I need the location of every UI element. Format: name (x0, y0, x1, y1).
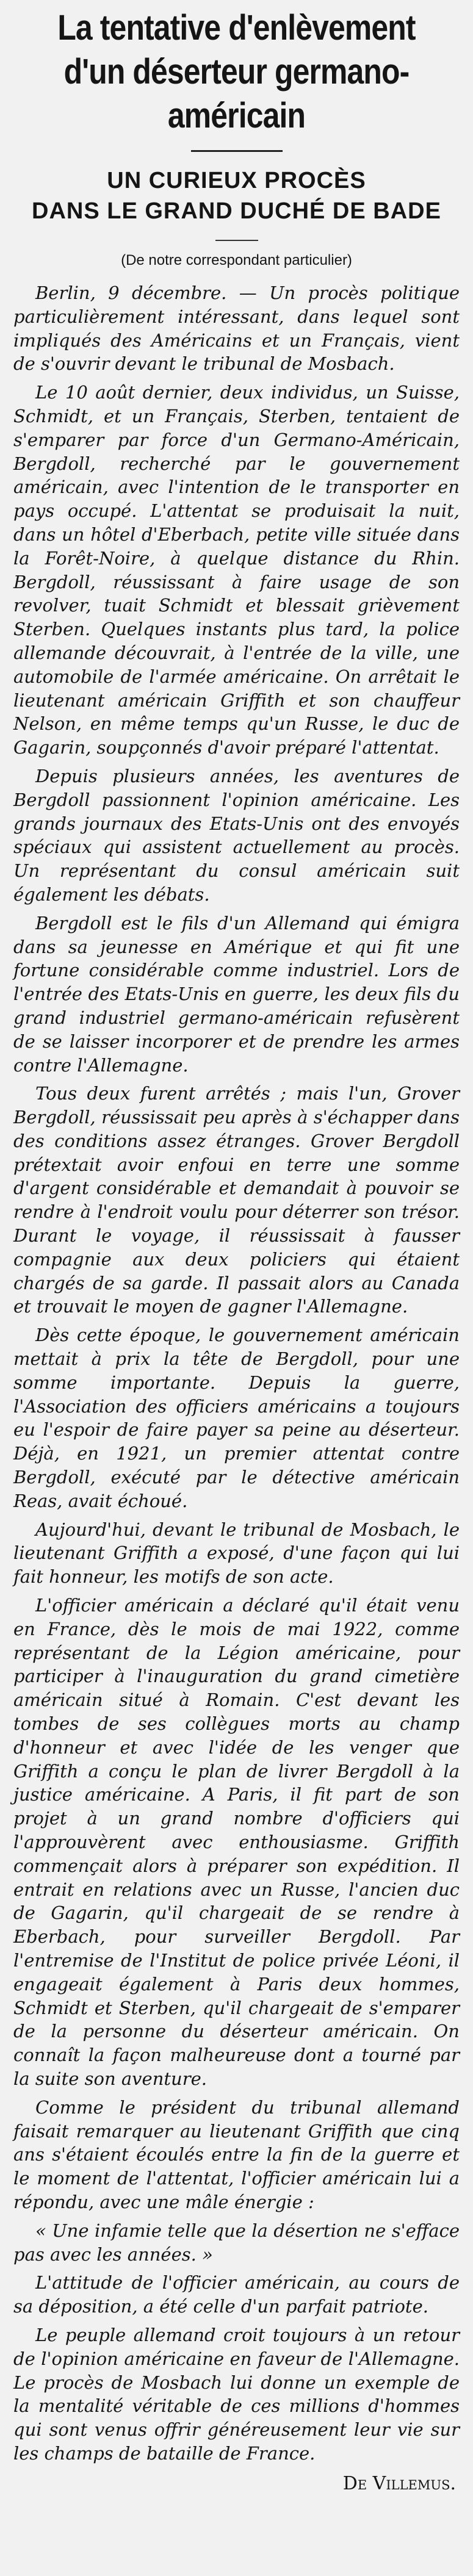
subhead-divider (215, 240, 258, 241)
article-paragraph: Berlin, 9 décembre. — Un procès politique particulièrement intéressant, dans lequel sont impliqués des Américains et un Français, vient de s'ouvrir devant le tribunal de Mosbach. (13, 282, 460, 375)
subheadline-line-1: UN CURIEUX PROCÈS (107, 168, 366, 193)
headline (45, 6, 428, 138)
headline-divider (191, 150, 283, 152)
article-paragraph: L'officier américain a déclaré qu'il était venu en France, dès le mois de mai 1922, comme représentant de la Légion américaine, pour participer à l'inauguration du grand cimetière américain situé à Romain. C'est devant les tombes de ses collègues morts au champ d'honneur et avec l'idée de les venger que Griffith a conçu le plan de livrer Bergdoll à la justice américaine. A Paris, il fit part de son projet à un grand nombre d'officiers qui l'approuvèrent avec enthousiasme. Griffith commençait alors à préparer son expédition. Il entrait en relations avec un Russe, l'ancien duc de Gagarin, qu'il chargeait de se rendre à Eberbach, pour surveiller Bergdoll. Par l'entremise de l'Institut de police privée Léoni, il engageait également à Paris deux hommes, Schmidt et Sterben, qu'il chargeait de s'emparer de la personne du déserteur américain. On connaît la façon malheureuse dont a tourné par la suite son aventure. (13, 1595, 460, 2089)
article-paragraph: Le 10 août dernier, deux individus, un Suisse, Schmidt, et un Français, Sterben, tentaient de s'emparer par force d'un Germano-Américain, Bergdoll, recherché par le gouvernement américain, avec l'intention de le transporter en pays occupé. L'attentat se produisait la nuit, dans un hôtel d'Eberbach, petite ville située dans la Forêt-Noire, à quelque distance du Rhin. Bergdoll, réussissant à faire usage de son revolver, tuait Schmidt et blessait grièvement Sterben. Quelques instants plus tard, la police allemande découvrait, à l'entrée de la ville, une automobile de l'armée américaine. On arrêtait le lieutenant américain Griffith et son chauffeur Nelson, en même temps qu'un Russe, le duc de Gagarin, soupçonnés d'avoir préparé l'attentat. (13, 382, 460, 758)
article-body (13, 281, 460, 2466)
article-paragraph: Le peuple allemand croit toujours à un retour de l'opinion américaine en faveur de l'Allemagne. Le procès de Mosbach lui donne un exemple de la mentalité véritable de ces millions d'hommes qui sont venus offrir généreusement leur vie sur les champs de bataille de France. (13, 2324, 460, 2464)
correspondent-note: (De notre correspondant particulier) (121, 252, 352, 268)
article-paragraph: Aujourd'hui, devant le tribunal de Mosbach, le lieutenant Griffith a exposé, d'une façon qui lui fait honneur, les motifs de son acte. (13, 1519, 460, 1588)
article-paragraph: Depuis plusieurs années, les aventures de Bergdoll passionnent l'opinion américaine. Les grands journaux des Etats-Unis ont des envoyés spéciaux qui assistent actuellement au procès. Un représentant du consul américain suit également les débats. (13, 765, 460, 905)
article-paragraph: L'attitude de l'officier américain, au cours de sa déposition, a été celle d'un parfait patriote. (13, 2272, 460, 2317)
article-quote: « Une infamie telle que la désertion ne s'efface pas avec les années. » (13, 2220, 460, 2265)
article-paragraph: Tous deux furent arrêtés ; mais l'un, Grover Bergdoll, réussissait peu après à s'échapper dans des conditions assez étranges. Grover Bergdoll prétextait avoir enfoui en terre une somme d'argent considérable et demandait à pouvoir se rendre à l'endroit voulu pour déterrer son trésor. Durant le voyage, il réussissait à fausser compagnie aux deux policiers qui étaient chargés de sa garde. Il passait alors au Canada et trouvait le moyen de gagner l'Allemagne. (13, 1083, 460, 1317)
author-signature: De Villemus. (342, 2472, 456, 2494)
article-paragraph: Comme le président du tribunal allemand faisait remarquer au lieutenant Griffith que cinq ans s'étaient écoulés entre la fin de la guerre et le moment de l'attentat, l'officier américain lui a répondu, avec une mâle énergie : (13, 2096, 460, 2212)
subheadline-line-2: DANS LE GRAND DUCHÉ DE BADE (32, 198, 441, 224)
subheadline (13, 165, 460, 226)
headline-line-1: La tentative d'enlèvement (57, 8, 416, 48)
article-paragraph: Bergdoll est le fils d'un Allemand qui émigra dans sa jeunesse en Amérique et qui fit une fortune considérable comme industriel. Lors de l'entrée des Etats-Unis en guerre, les deux fils du grand industriel germano-américain refusèrent de se laisser incorporer et de prendre les armes contre l'Allemagne. (13, 912, 460, 1076)
article-paragraph: Dès cette époque, le gouvernement américain mettait à prix la tête de Bergdoll, pour une somme importante. Depuis la guerre, l'Association des officiers américains a toujours eu l'espoir de faire payer sa peine au déserteur. Déjà, en 1921, un premier attentat contre Bergdoll, exécuté par le détective américain Reas, avait échoué. (13, 1325, 460, 1511)
headline-line-2: d'un déserteur germano-américain (63, 52, 410, 135)
